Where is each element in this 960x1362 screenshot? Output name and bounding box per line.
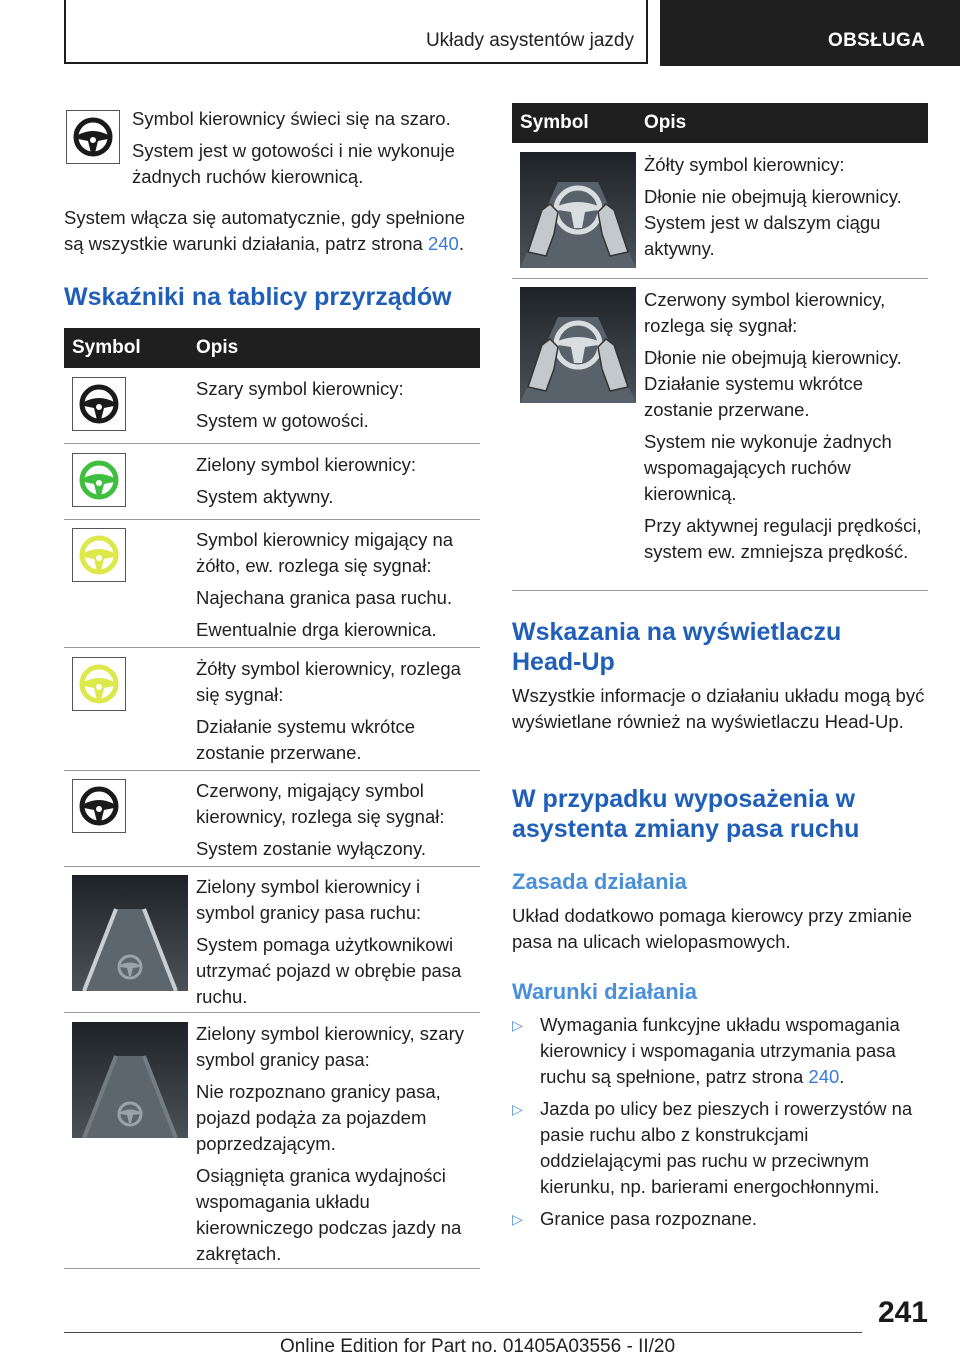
row-line: Czerwony symbol kierownicy, rozlega się sygnał: [644, 289, 886, 336]
hands-off-yellow-wheel-icon [520, 152, 636, 268]
section-title: OBSŁUGA [828, 30, 926, 51]
triangle-bullet-icon: ▷ [512, 1017, 523, 1033]
row-line: Działanie systemu wkrótce zostanie przerwane. [196, 716, 415, 763]
row-divider [64, 770, 480, 771]
auto-text: System włącza się automatycznie, gdy spełnione są wszystkie warunki działania, patrz strona [64, 207, 466, 254]
conditions-heading: Warunki działania [512, 979, 698, 1004]
row-line: Nie rozpoznano granicy pasa, pojazd podąża za pojazdem poprzedzającym. [196, 1081, 441, 1154]
row-divider [512, 278, 928, 279]
col-symbol: Symbol [520, 112, 589, 133]
right-row-1-desc [644, 287, 926, 565]
row-line: System zostanie wyłączony. [196, 838, 426, 859]
page-number: 241 [877, 1296, 928, 1329]
row-line: Żółty symbol kierownicy: [644, 154, 845, 175]
row-line: System w gotowości. [196, 410, 369, 431]
row-divider [64, 1012, 480, 1013]
page-link-240[interactable]: 240 [427, 233, 459, 254]
row-line: Czerwony, migający symbol kierownicy, rozlega się sygnał: [196, 780, 445, 827]
left-row-4-desc [196, 778, 476, 862]
row-divider [512, 590, 928, 591]
row-line: Zielony symbol kierownicy: [196, 454, 417, 475]
row-line: Szary symbol kierownicy: [196, 378, 404, 399]
row-line: Zielony symbol kierownicy i symbol granicy pasa ruchu: [196, 876, 422, 923]
row-divider [64, 647, 480, 648]
row-line: Ewentualnie drga kierownica. [196, 619, 437, 640]
col-symbol: Symbol [72, 337, 141, 358]
chapter-title: Układy asystentów jazdy [425, 30, 634, 51]
left-row-2-desc [196, 527, 476, 643]
steering-wheel-green-icon [72, 453, 126, 507]
left-row-5-desc [196, 874, 476, 1010]
row-line: System nie wykonuje żadnych wspomagających ruchów kierownicą. [644, 431, 892, 504]
conditions-list [512, 1012, 926, 1232]
hud-text: Wszystkie informacje o działaniu układu mogą być wyświetlane również na wyświetlaczu Head-Up. [512, 685, 925, 732]
row-line: Dłonie nie obejmują kierownicy. Działanie systemu wkrótce zostanie przerwane. [644, 347, 902, 420]
steering-wheel-gray-icon [72, 377, 126, 431]
lane-change-heading: W przypadku wyposażenia w asystenta zmiany pasa ruchu [512, 785, 860, 843]
hud-heading: Wskazania na wyświetlaczu Head-Up [512, 618, 842, 676]
hands-off-red-wheel-icon [520, 287, 636, 403]
row-line: Symbol kierownicy migający na żółto, ew. rozlega się sygnał: [196, 529, 454, 576]
instrument-cluster-heading: Wskaźniki na tablicy przyrządów [64, 283, 452, 311]
auto-activation-text [64, 205, 478, 257]
row-line: Najechana granica pasa ruchu. [196, 587, 453, 608]
bullet-text: Jazda po ulicy bez pieszych i rowerzystów na pasie ruchu albo z konstrukcjami oddzielającymi pas ruchu w przeciwnym kierunku, np. barierami energochłonnymi. [540, 1098, 913, 1197]
triangle-bullet-icon: ▷ [512, 1211, 523, 1227]
footer-divider [64, 1332, 862, 1333]
row-divider [64, 519, 480, 520]
steering-wheel-gray-icon [66, 110, 120, 164]
bullet-text: Granice pasa rozpoznane. [540, 1208, 757, 1229]
list-item [512, 1206, 926, 1232]
list-item [512, 1096, 926, 1200]
page-link-240[interactable]: 240 [808, 1066, 840, 1087]
header-chapter [64, 0, 648, 64]
row-line: System aktywny. [196, 486, 334, 507]
steering-wheel-yellow-flashing-icon [72, 528, 126, 582]
triangle-bullet-icon: ▷ [512, 1101, 523, 1117]
right-row-0-desc [644, 152, 926, 262]
row-divider [64, 1268, 480, 1269]
bullet-body: Wymagania funkcyjne układu wspomagania kierownicy i wspomagania utrzymania pasa ruchu są spełnione, patrz strona [540, 1014, 900, 1087]
principle-text: Układ dodatkowo pomaga kierowcy przy zmianie pasa na ulicach wielopasmowych. [512, 905, 912, 952]
row-line: System pomaga użytkownikowi utrzymać pojazd w obrębie pasa ruchu. [196, 934, 462, 1007]
right-table-header [512, 103, 928, 143]
row-line: Dłonie nie obejmują kierownicy. System jest w dalszym ciągu aktywny. [644, 186, 902, 259]
steering-wheel-yellow-icon [72, 657, 126, 711]
intro-p1: Symbol kierownicy świeci się na szaro. [132, 108, 451, 129]
left-row-3-desc [196, 656, 476, 766]
left-row-1-desc [196, 452, 476, 510]
left-row-0-desc [196, 376, 476, 434]
list-item [512, 1012, 926, 1090]
row-divider [64, 866, 480, 867]
left-table-header [64, 328, 480, 368]
col-desc: Opis [196, 337, 239, 358]
row-line: Żółty symbol kierownicy, rozlega się sygnał: [196, 658, 461, 705]
intro-p2: System jest w gotowości i nie wykonuje żadnych ruchów kierownicą. [132, 140, 455, 187]
left-row-6-desc [196, 1021, 476, 1267]
lane-gray-wheel-green-icon [72, 1022, 188, 1138]
lane-and-wheel-green-icon [72, 875, 188, 991]
principle-heading: Zasada działania [512, 869, 687, 894]
col-desc: Opis [644, 112, 687, 133]
row-line: Zielony symbol kierownicy, szary symbol granicy pasa: [196, 1023, 464, 1070]
bullet-text [540, 1012, 926, 1090]
row-line: Osiągnięta granica wydajności wspomagania układu kierowniczego podczas jazdy na zakrętach. [196, 1165, 462, 1264]
row-line: Przy aktywnej regulacji prędkości, system ew. zmniejsza prędkość. [644, 515, 922, 562]
steering-wheel-red-flashing-icon [72, 779, 126, 833]
header-section [660, 0, 960, 66]
bullet-end: . [839, 1066, 845, 1087]
edition-text: Online Edition for Part no. 01405A03556 - II/20 [280, 1336, 676, 1357]
row-divider [64, 443, 480, 444]
auto-end: . [458, 233, 464, 254]
